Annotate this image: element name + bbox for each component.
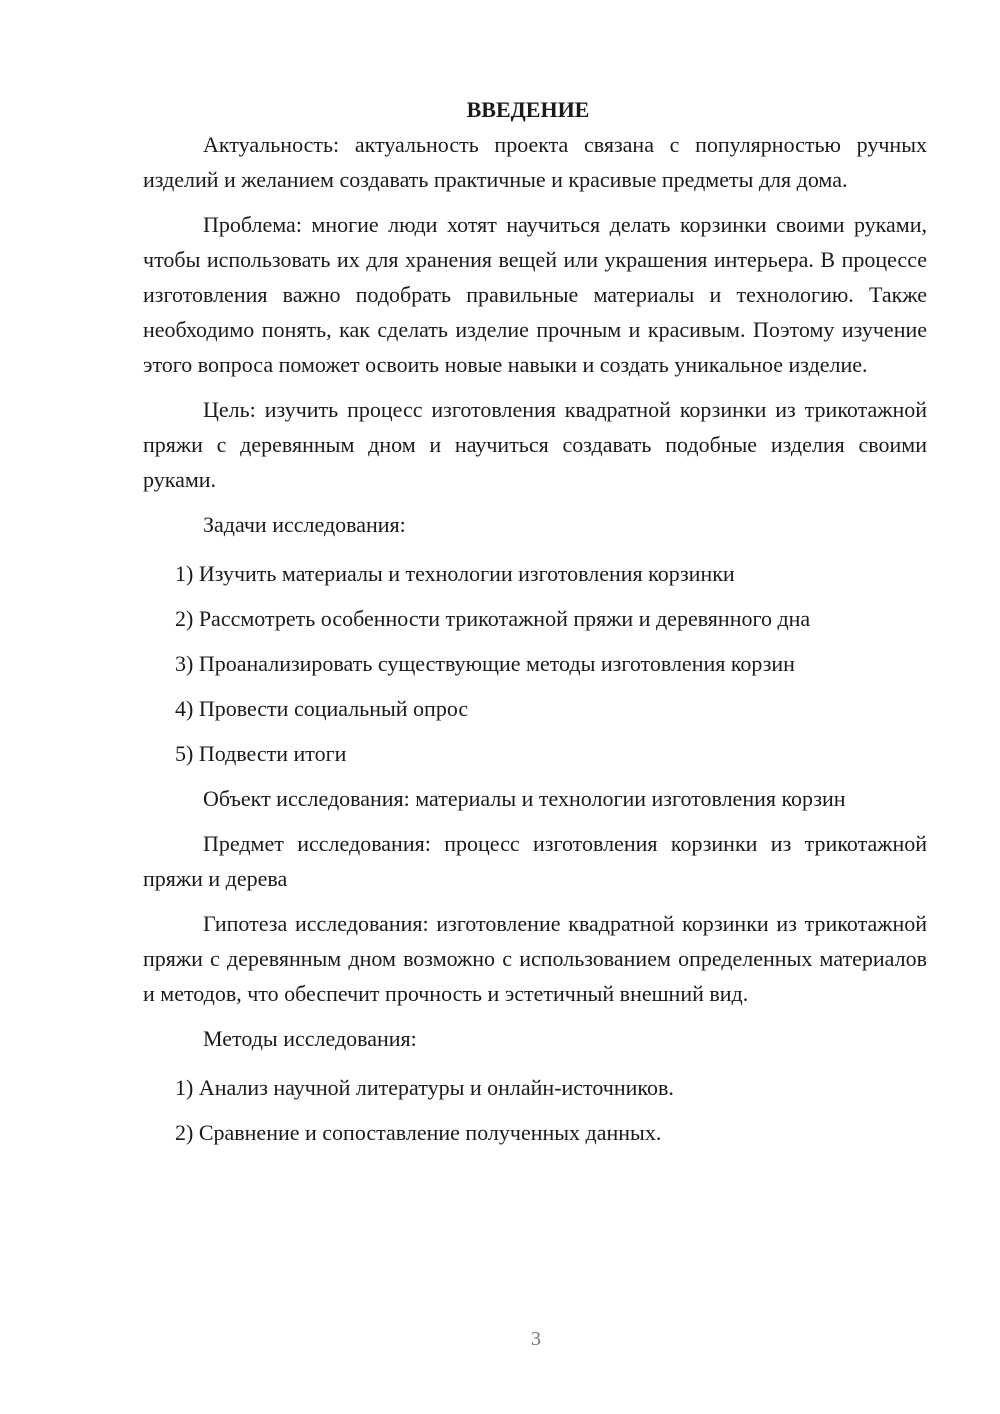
paragraph-hypothesis: Гипотеза исследования: изготовление квадратной корзинки из трикотажной пряжи с деревянным дном возможно с использованием определенных материалов и методов, что обеспечит прочность и эстетичный внешний вид. xyxy=(143,911,927,1006)
list-item-task: 5) Подвести итоги xyxy=(175,741,347,766)
paragraph-problem: Проблема: многие люди хотят научиться делать корзинки своими руками, чтобы использовать их для хранения вещей или украшения интерьера. В процессе изготовления важно подобрать правильные материалы и технологию. Также необходимо понять, как сделать изделие прочным и красивым. Поэтому изучение этого вопроса поможет освоить новые навыки и создать уникальное изделие. xyxy=(143,212,927,377)
list-item-task: 3) Проанализировать существующие методы изготовления корзин xyxy=(175,651,795,676)
page-number: 3 xyxy=(531,1328,541,1350)
list-item-task: 2) Рассмотреть особенности трикотажной пряжи и деревянного дна xyxy=(175,606,811,631)
list-item-task: 1) Изучить материалы и технологии изготовления корзинки xyxy=(175,561,735,586)
methods-heading: Методы исследования: xyxy=(203,1026,417,1051)
document-page xyxy=(143,92,927,1160)
paragraph-subject: Предмет исследования: процесс изготовления корзинки из трикотажной пряжи и дерева xyxy=(143,831,927,891)
paragraph-goal: Цель: изучить процесс изготовления квадратной корзинки из трикотажной пряжи с деревянным дном и научиться создавать подобные изделия своими руками. xyxy=(143,397,927,492)
paragraph-relevance: Актуальность: актуальность проекта связана с популярностью ручных изделий и желанием создавать практичные и красивые предметы для дома. xyxy=(143,132,927,192)
tasks-heading: Задачи исследования: xyxy=(203,512,406,537)
list-item-method: 1) Анализ научной литературы и онлайн-источников. xyxy=(175,1075,674,1100)
list-item-task: 4) Провести социальный опрос xyxy=(175,696,469,721)
list-item-method: 2) Сравнение и сопоставление полученных данных. xyxy=(175,1120,662,1145)
paragraph-object: Объект исследования: материалы и технологии изготовления корзин xyxy=(203,786,846,811)
section-title: ВВЕДЕНИЕ xyxy=(466,97,590,122)
